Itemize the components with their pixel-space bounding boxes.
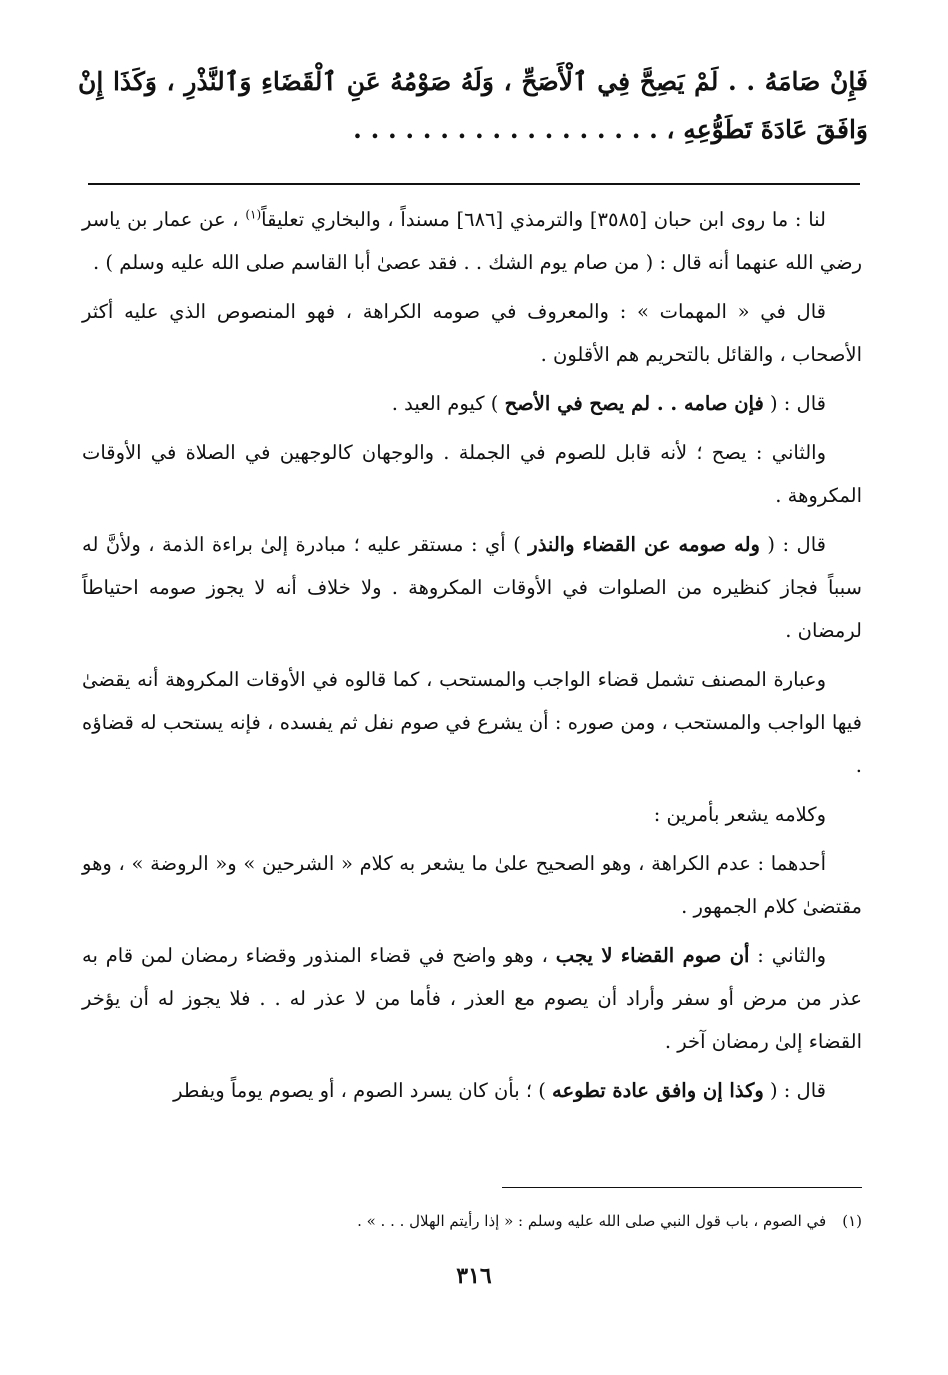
page-number: ٣١٦	[456, 1263, 492, 1289]
p5-quoted-matn: وله صومه عن القضاء والنذر	[528, 533, 760, 556]
p3-post: ) كيوم العيد .	[391, 392, 505, 415]
commentary-paragraph-3	[82, 382, 862, 425]
commentary-paragraph-8: أحدهما : عدم الكراهة ، وهو الصحيح علىٰ ما يشعر به كلام « الشرحين » و« الروضة » ، وهو مقتضىٰ كلام الجمهور .	[82, 852, 862, 918]
p3-pre: قال : (	[763, 392, 826, 415]
matn-separator-line	[88, 183, 860, 185]
p1-text-after: ، عن عمار بن ياسر رضي الله عنهما أنه قال : ( من صام يوم الشك . . فقد عصىٰ أبا القاسم صلى الله عليه وسلم ) .	[82, 208, 862, 274]
p10-quoted-matn: وكذا إن وافق عادة تطوعه	[552, 1079, 764, 1102]
commentary-paragraph-6: وعبارة المصنف تشمل قضاء الواجب والمستحب ، كما قالوه في الأوقات المكروهة أنه يقضىٰ فيها الواجب والمستحب ، ومن صوره : أن يشرع في صوم نفل ثم يفسده ، فإنه يستحب له قضاؤه .	[82, 668, 862, 777]
commentary-paragraph-9	[82, 934, 862, 1063]
commentary-paragraph-2: قال في « المهمات » : والمعروف في صومه الكراهة ، فهو المنصوص الذي عليه أكثر الأصحاب ، والقائل بالتحريم هم الأقلون .	[82, 300, 862, 366]
matn-text-block	[78, 58, 868, 154]
p9-bold-phrase: أن صوم القضاء لا يجب	[555, 944, 750, 967]
footnote-number: (١)	[842, 1212, 862, 1230]
commentary-block	[82, 198, 862, 1118]
matn-text: فَإِنْ صَامَهُ . . لَمْ يَصِحَّ فِي ٱلْأَصَحِّ ، وَلَهُ صَوْمُهُ عَنِ ٱلْقَضَاءِ وَٱلنَّذْرِ ، وَكَذَا إِنْ وَافَقَ عَادَةَ تَطَوُّعِهِ ،	[78, 67, 868, 144]
commentary-paragraph-7: وكلامه يشعر بأمرين :	[653, 803, 826, 826]
footnote	[82, 1206, 862, 1236]
commentary-paragraph-5	[82, 523, 862, 652]
p5-pre: قال : (	[759, 533, 826, 556]
p10-post: ) ؛ بأن كان يسرد الصوم ، أو يصوم يوماً ويفطر	[173, 1079, 553, 1102]
matn-dots: . . . . . . . . . . . . . . . . . .	[353, 115, 658, 144]
footnote-text: في الصوم ، باب قول النبي صلى الله عليه وسلم : « إذا رأيتم الهلال . . . » .	[357, 1212, 827, 1230]
p9-pre: والثاني :	[749, 944, 826, 967]
commentary-paragraph-4: والثاني : يصح ؛ لأنه قابل للصوم في الجملة . والوجهان كالوجهين في الصلاة في الأوقات المكروهة .	[82, 441, 862, 507]
p5-post: ) أي : مستقر عليه ؛ مبادرة إلىٰ براءة الذمة ، ولأنَّ له سبباً فجاز كنظيره من الصلوات في الأوقات المكروهة . ولا خلاف أنه لا يجوز صومه احتياطاً لرمضان .	[82, 533, 862, 642]
p10-pre: قال : (	[763, 1079, 826, 1102]
commentary-paragraph-1	[82, 198, 862, 284]
p1-text-before: لنا : ما روى ابن حبان [٣٥٨٥] والترمذي [٦٨٦] مسنداً ، والبخاري تعليقاً	[261, 208, 826, 231]
footnote-reference: (١)	[245, 207, 262, 222]
p9-post: ، وهو واضح في قضاء المنذور وقضاء رمضان لمن قام به عذر من مرض أو سفر وأراد أن يصوم مع العذر ، فأما من لا عذر له . . فلا يجوز له أن يؤخر القضاء إلىٰ رمضان آخر .	[82, 944, 862, 1053]
p3-quoted-matn: فإن صامه . . لم يصح في الأصح	[504, 392, 764, 415]
commentary-paragraph-10	[82, 1069, 862, 1112]
footnote-separator-line	[502, 1187, 862, 1188]
